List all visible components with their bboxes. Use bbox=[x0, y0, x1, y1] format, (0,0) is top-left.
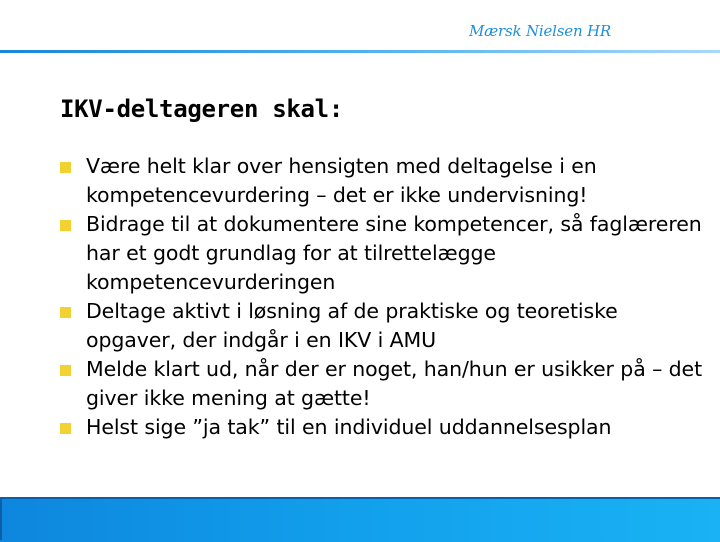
square-bullet-icon bbox=[60, 307, 71, 318]
slide-title: IKV-deltageren skal: bbox=[60, 95, 343, 123]
bullet-text: Bidrage til at dokumentere sine kompetencer, så faglæreren har et godt grundlag for at tilrettelægge kompetencevurderingen bbox=[86, 212, 702, 294]
square-bullet-icon bbox=[60, 162, 71, 173]
square-bullet-icon bbox=[60, 220, 71, 231]
footer-bar-edge bbox=[0, 497, 2, 540]
bullet-item bbox=[60, 355, 712, 413]
bullet-text: Deltage aktivt i løsning af de praktiske og teoretiske opgaver, der indgår i en IKV i AMU bbox=[86, 299, 618, 352]
square-bullet-icon bbox=[60, 365, 71, 376]
bullet-item bbox=[60, 210, 712, 297]
bullet-list bbox=[60, 152, 712, 442]
brand-logo-text: Mærsk Nielsen HR bbox=[469, 22, 611, 40]
bullet-item bbox=[60, 152, 712, 210]
bullet-item bbox=[60, 413, 712, 442]
bullet-text: Helst sige ”ja tak” til en individuel uddannelsesplan bbox=[86, 415, 612, 439]
footer-bar bbox=[0, 497, 720, 542]
square-bullet-icon bbox=[60, 423, 71, 434]
bullet-item bbox=[60, 297, 712, 355]
bullet-text: Melde klart ud, når der er noget, han/hun er usikker på – det giver ikke mening at gætte! bbox=[86, 357, 703, 410]
bullet-text: Være helt klar over hensigten med deltagelse i en kompetencevurdering – det er ikke undervisning! bbox=[86, 154, 597, 207]
header-divider bbox=[0, 50, 720, 53]
